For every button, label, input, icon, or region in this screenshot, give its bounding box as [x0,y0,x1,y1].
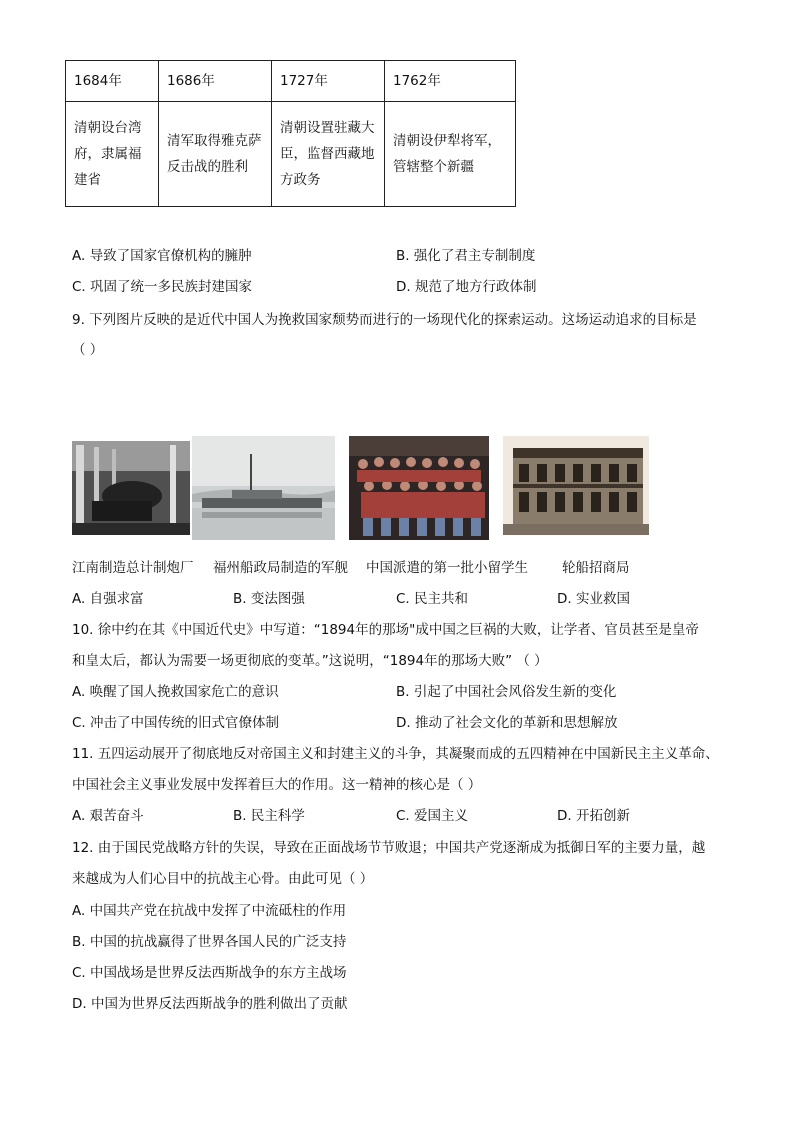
q8-option-c[interactable]: C. 巩固了统一多民族封建国家 [72,279,253,295]
q12-stem-line2: 来越成为人们心目中的抗战主心骨。由此可见（ ） [72,871,374,887]
q12-stem-line1: 12. 由于国民党战略方针的失误，导致在正面战场节节败退；中国共产党逐渐成为抵御日军的主要力量，越 [72,840,706,856]
table-header-cell: 1762年 [385,61,516,102]
q12-option-a[interactable]: A. 中国共产党在抗战中发挥了中流砥柱的作用 [72,903,347,919]
q10-option-c[interactable]: C. 冲击了中国传统的旧式官僚体制 [72,715,280,731]
table-cell: 清朝设置驻藏大臣，监督西藏地方政务 [272,102,385,207]
q10-option-a[interactable]: A. 唤醒了国人挽救国家危亡的意识 [72,684,279,700]
table-cell: 清朝设台湾府，隶属福建省 [66,102,159,207]
q11-option-c[interactable]: C. 爱国主义 [396,808,469,824]
caption-warship: 福州船政局制造的军舰 [213,560,348,576]
q11-option-b[interactable]: B. 民主科学 [233,808,305,824]
q10-stem-line2: 和皇太后，都认为需要一场更彻底的变革。”这说明，“1894年的那场大败” （ ） [72,653,548,669]
q12-option-d[interactable]: D. 中国为世界反法西斯战争的胜利做出了贡献 [72,996,348,1012]
q8-option-b[interactable]: B. 强化了君主专制制度 [396,248,536,264]
q9-option-c[interactable]: C. 民主共和 [396,591,469,607]
q9-option-d[interactable]: D. 实业救国 [557,591,630,607]
merchants-building-photo [503,436,649,535]
table-header-cell: 1727年 [272,61,385,102]
arsenal-photo [72,441,190,535]
table-header-cell: 1684年 [66,61,159,102]
caption-merchants: 轮船招商局 [562,560,630,576]
table-cell: 清朝设伊犁将军，管辖整个新疆 [385,102,516,207]
students-photo [349,436,489,540]
warship-photo [192,436,335,540]
q9-option-b[interactable]: B. 变法图强 [233,591,305,607]
q11-stem-line2: 中国社会主义事业发展中发挥着巨大的作用。这一精神的核心是（ ） [72,777,482,793]
q11-option-a[interactable]: A. 艰苦奋斗 [72,808,144,824]
q11-option-d[interactable]: D. 开拓创新 [557,808,630,824]
q8-option-d[interactable]: D. 规范了地方行政体制 [396,279,537,295]
q10-option-b[interactable]: B. 引起了中国社会风俗发生新的变化 [396,684,617,700]
q12-option-c[interactable]: C. 中国战场是世界反法西斯战争的东方主战场 [72,965,347,981]
q10-option-d[interactable]: D. 推动了社会文化的革新和思想解放 [396,715,618,731]
q8-option-a[interactable]: A. 导致了国家官僚机构的臃肿 [72,248,252,264]
table-header-cell: 1686年 [159,61,272,102]
q9-stem-line2: （ ） [72,342,104,358]
q11-stem-line1: 11. 五四运动展开了彻底地反对帝国主义和封建主义的斗争，其凝聚而成的五四精神在中国新民主主义革命、 [72,746,719,762]
q10-stem-line1: 10. 徐中约在其《中国近代史》中写道：“1894年的那场"成中国之巨祸的大败，让学者、官员甚至是皇帝 [72,622,699,638]
q9-stem-line1: 9. 下列图片反映的是近代中国人为挽救国家颓势而进行的一场现代化的探索运动。这场运动追求的目标是 [72,312,697,328]
history-table [65,60,516,207]
caption-arsenal: 江南制造总计制炮厂 [72,560,194,576]
caption-students: 中国派遣的第一批小留学生 [366,560,528,576]
table-cell: 清军取得雅克萨反击战的胜利 [159,102,272,207]
q12-option-b[interactable]: B. 中国的抗战赢得了世界各国人民的广泛支持 [72,934,347,950]
q9-option-a[interactable]: A. 自强求富 [72,591,144,607]
